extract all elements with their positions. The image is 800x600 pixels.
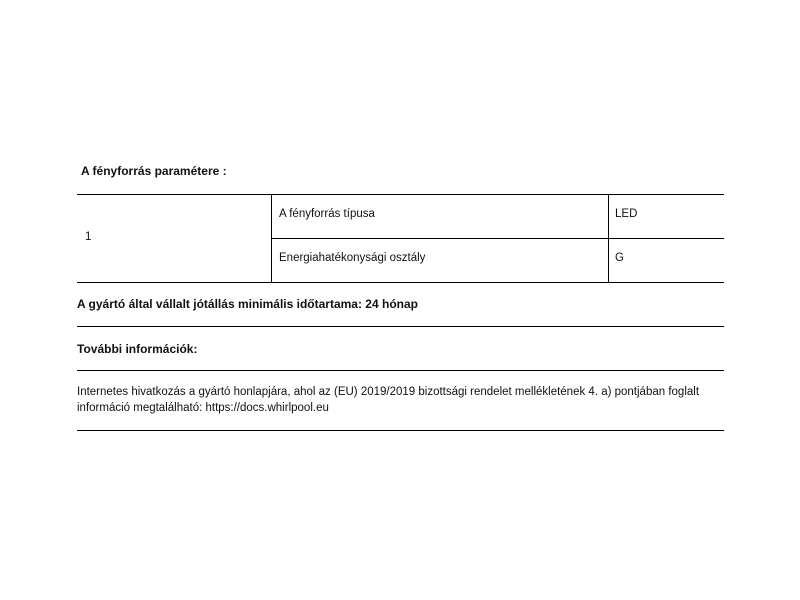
section-title: A fényforrás paramétere : — [81, 164, 227, 178]
light-source-type-value: LED — [615, 208, 638, 220]
energy-class-label: Energiahatékonysági osztály — [279, 252, 426, 264]
table-top-border — [77, 194, 724, 195]
table-inner-divider — [271, 238, 724, 239]
table-row-number: 1 — [85, 231, 92, 243]
more-info-heading: További információk: — [77, 342, 198, 356]
more-info-text: Internetes hivatkozás a gyártó honlapjára, ahol az (EU) 2019/2019 bizottsági rendelet mellékletének 4. a) pontjában foglalt információ megtalálható: https://docs.whirlpool.eu — [77, 386, 700, 414]
table-column-divider-2 — [608, 194, 609, 282]
divider-warranty — [77, 326, 724, 327]
divider-more-info — [77, 370, 724, 371]
light-source-type-label: A fényforrás típusa — [279, 208, 375, 220]
energy-class-value: G — [615, 252, 624, 264]
table-column-divider-1 — [271, 194, 272, 282]
table-bottom-border — [77, 282, 724, 283]
warranty-text: A gyártó által vállalt jótállás minimális időtartama: 24 hónap — [77, 297, 418, 311]
divider-bottom — [77, 430, 724, 431]
